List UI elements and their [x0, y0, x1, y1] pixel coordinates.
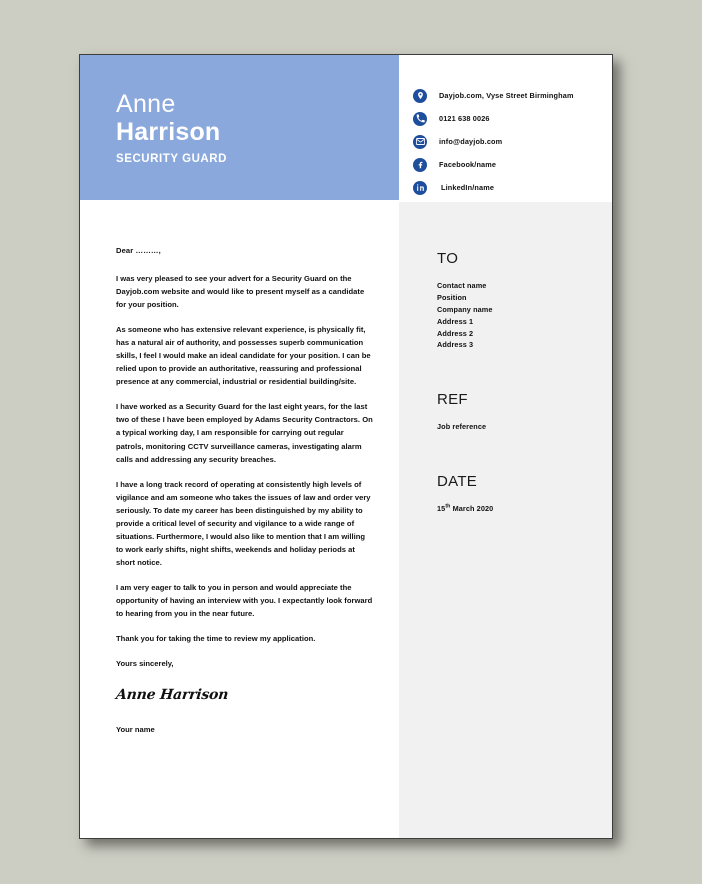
location-pin-icon	[413, 89, 427, 103]
last-name: Harrison	[116, 117, 221, 146]
contact-phone-text: 0121 638 0026	[439, 114, 490, 123]
contact-row-email	[399, 130, 613, 153]
contact-address-text: Dayjob.com, Vyse Street Birmingham	[439, 91, 574, 100]
contact-row-facebook	[399, 153, 613, 176]
letter-paragraph: Thank you for taking the time to review my application.	[116, 634, 316, 644]
letter-paragraph: I have worked as a Security Guard for the last eight years, for the last two of these I have been employed by Adams Security Contractors. On a typical working day, I am responsible for carrying out regular patrols, monitoring CCTV surveillance cameras, investigating alarm calls and addressing any security breaches.	[116, 402, 373, 464]
salutation: Dear ………,	[116, 246, 161, 255]
letter-paragraph: I was very pleased to see your advert for a Security Guard on the Dayjob.com website and would like to present myself as a candidate for your position.	[116, 274, 365, 310]
to-heading: TO	[437, 250, 459, 267]
linkedin-icon	[413, 181, 427, 195]
date-rest: March 2020	[450, 504, 494, 514]
contact-row-linkedin	[399, 176, 613, 199]
ref-value: Job reference	[437, 422, 487, 432]
phone-icon	[413, 112, 427, 126]
sidebar	[399, 202, 613, 838]
to-line: Address 1	[437, 316, 474, 326]
first-name: Anne	[116, 90, 176, 118]
letter-paragraph: I have a long track record of operating at consistently high levels of vigilance and am someone who takes the issues of law and order very seriously. To date my career has been distinguished by my ability to provide a critical level of security and vigilance to a wide range of situations. Furthermore, I would also like to mention that I am willing to work early shifts, night shifts, weekends and holiday periods at short notice.	[116, 479, 371, 567]
job-title: SECURITY GUARD	[116, 153, 227, 165]
contact-block	[399, 55, 613, 202]
date-suffix: th	[445, 503, 451, 510]
name-block	[116, 92, 227, 166]
document-page	[79, 54, 613, 839]
contact-row-phone	[399, 107, 613, 130]
to-line: Address 2	[437, 328, 474, 338]
date-day: 15	[437, 504, 446, 514]
envelope-icon	[413, 135, 427, 149]
letter-sheet	[79, 54, 613, 839]
ref-heading: REF	[437, 391, 468, 409]
signature: Anne Harrison	[115, 687, 230, 704]
letter-paragraph: I am very eager to talk to you in person and would appreciate the opportunity of having an interview with you. I expectantly look forward to hearing from you in the near future.	[116, 582, 373, 619]
facebook-icon	[413, 158, 427, 172]
your-name-placeholder: Your name	[116, 725, 155, 735]
to-line: Position	[437, 292, 467, 302]
contact-linkedin-text: LinkedIn/name	[441, 183, 495, 192]
date-value	[437, 503, 594, 515]
letter-body	[80, 202, 399, 838]
contact-row-address	[399, 84, 613, 107]
to-line: Address 3	[437, 340, 474, 350]
to-line: Contact name	[437, 281, 487, 290]
closing-line: Yours sincerely,	[116, 659, 174, 669]
to-line: Company name	[437, 304, 493, 314]
header-band	[80, 55, 399, 200]
contact-facebook-text: Facebook/name	[439, 160, 497, 169]
date-heading: DATE	[437, 473, 478, 491]
letter-paragraph: As someone who has extensive relevant experience, is physically fit, has a natural air of authority, and possesses superb communication skills, I feel I would make an ideal candidate for your position. I can be relied upon to provide an authoritative, reassuring and professional presence at any commercial, industrial or residential building/site.	[116, 325, 371, 387]
contact-email-text: info@dayjob.com	[439, 137, 503, 146]
